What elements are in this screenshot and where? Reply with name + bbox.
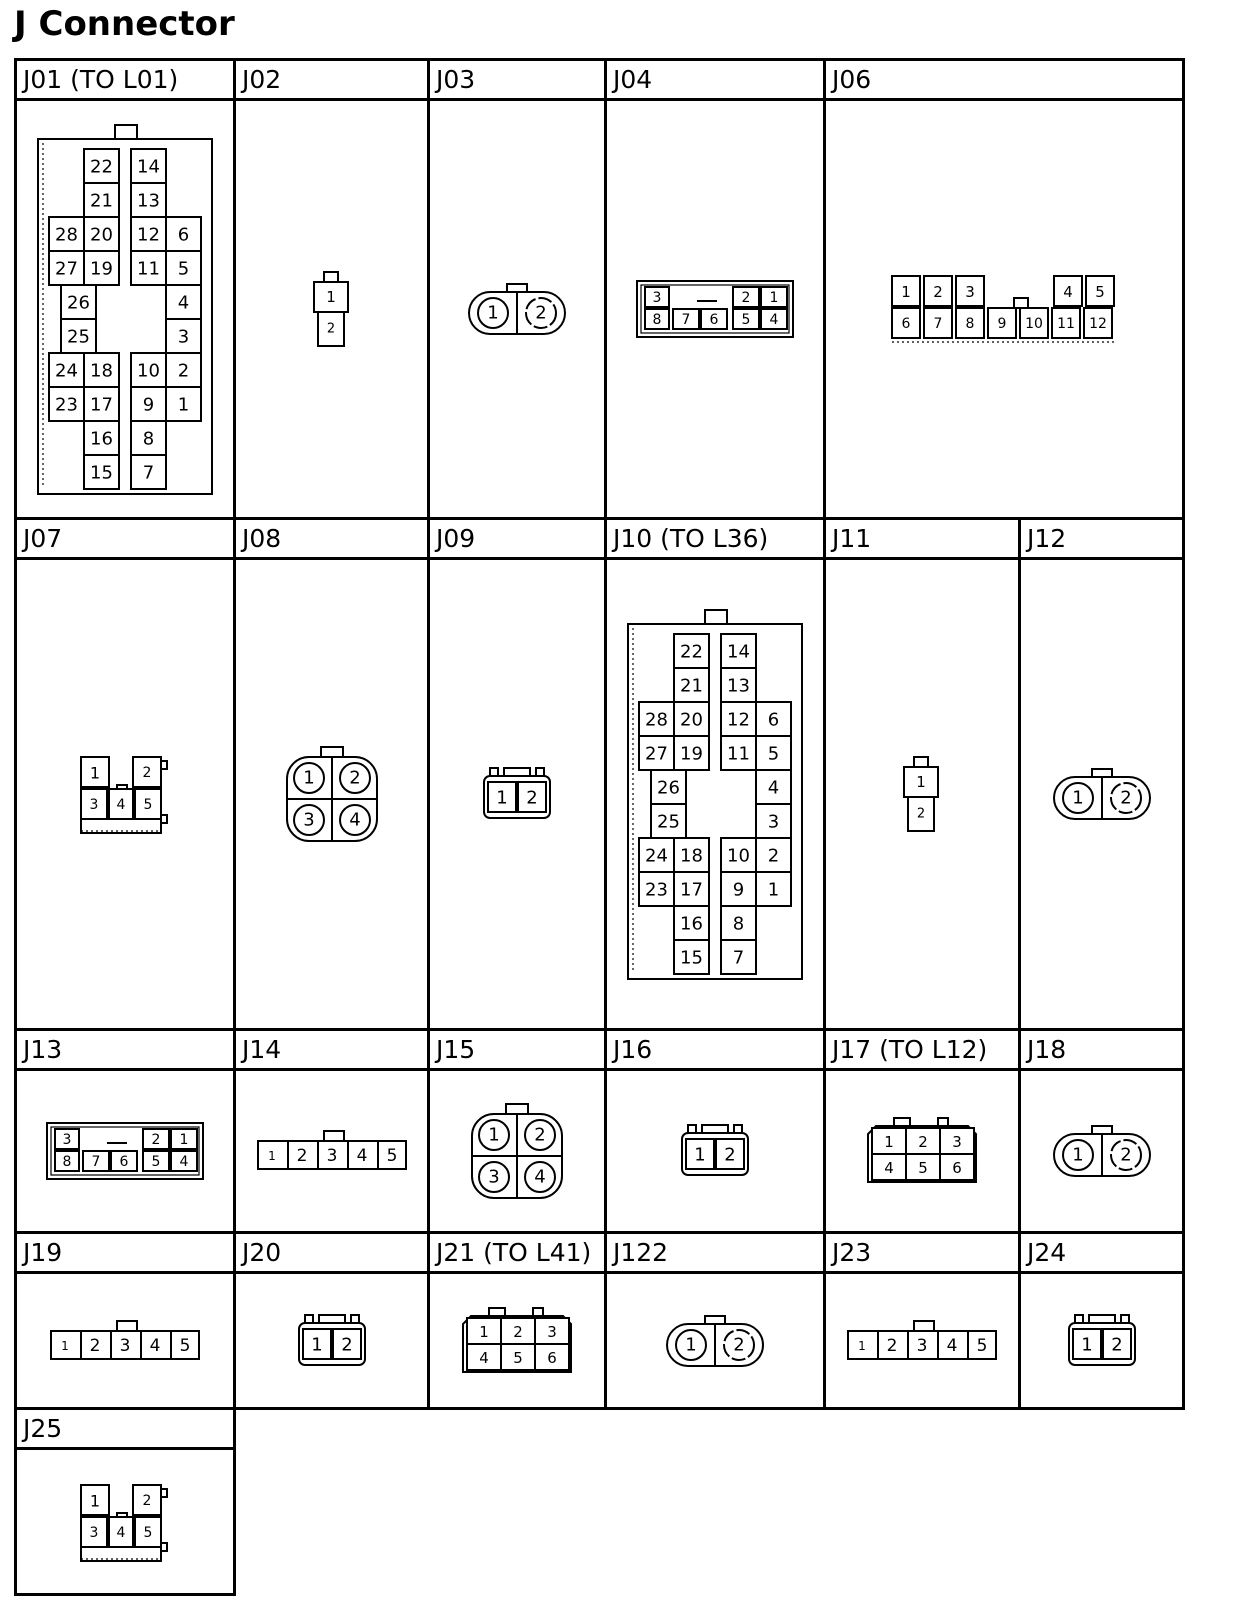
pin-number: 22 (90, 156, 113, 178)
pin-number: 19 (90, 258, 113, 280)
connector-label: J06 (826, 61, 1182, 101)
pin-number: 25 (67, 326, 90, 348)
pin-number: 19 (680, 743, 703, 765)
pin-number: 1 (487, 302, 499, 324)
connector-cell-j04 (604, 58, 826, 520)
pin-number: 4 (1063, 283, 1073, 301)
connector-label: J03 (430, 61, 604, 101)
pin-number: 1 (884, 1133, 894, 1151)
pin-number: 6 (119, 1154, 129, 1170)
pin-number: 1 (488, 1124, 500, 1146)
pin-number: 5 (767, 743, 780, 765)
connector-diagram (1065, 1313, 1139, 1369)
connector-label: J08 (236, 520, 427, 560)
connector-label: J24 (1021, 1234, 1182, 1274)
pin-number: 2 (177, 360, 190, 382)
connector-label: J16 (607, 1031, 823, 1071)
connector-cell-j17 (823, 1028, 1021, 1234)
pin-number: 11 (137, 258, 160, 280)
pin-number: 1 (310, 1334, 323, 1355)
connector-cell-j21 (427, 1231, 607, 1410)
pin-number: 2 (916, 806, 926, 822)
pin-number: 1 (302, 767, 315, 789)
pin-number: 15 (90, 462, 113, 484)
connector-label: J19 (17, 1234, 233, 1274)
pin-number: 2 (89, 1335, 101, 1356)
pin-number: 8 (732, 913, 745, 935)
pin-number: 5 (151, 1154, 161, 1170)
connector-cell-j13 (14, 1028, 236, 1234)
pin-number: 4 (356, 1146, 367, 1166)
connector-diagram (890, 272, 1118, 346)
pin-number: 1 (479, 1322, 489, 1341)
pin-number: 2 (534, 1124, 546, 1146)
pin-number: 4 (116, 1524, 126, 1541)
pin-number: 10 (1025, 316, 1043, 332)
connector-diagram (285, 745, 379, 843)
connector-cell-j20 (233, 1231, 430, 1410)
pin-number: 28 (55, 224, 78, 246)
pin-number: 5 (976, 1335, 988, 1356)
pin-number: 27 (55, 258, 78, 280)
connector-label: J07 (17, 520, 233, 560)
pin-number: 1 (769, 290, 779, 306)
pin-number: 18 (90, 360, 113, 382)
pin-number: 12 (1089, 316, 1107, 332)
pin-number: 1 (1071, 787, 1084, 809)
pin-number: 23 (55, 394, 78, 416)
pin-number: 2 (326, 321, 335, 337)
connector-label: J15 (430, 1031, 604, 1071)
connector-cell-j23 (823, 1231, 1021, 1410)
connector-label: J25 (17, 1410, 233, 1450)
connector-diagram (846, 1319, 998, 1363)
pin-number: 2 (348, 767, 361, 789)
pin-number: 21 (680, 675, 703, 697)
pin-number: 5 (143, 797, 153, 813)
page-title: J Connector (14, 4, 235, 44)
connector-diagram (1052, 1124, 1152, 1178)
connector-cell-j12 (1018, 517, 1185, 1031)
pin-number: 14 (727, 641, 750, 663)
pin-number: 4 (177, 292, 190, 314)
pin-number: 1 (89, 1491, 101, 1510)
pin-number: 24 (645, 845, 668, 867)
pin-number: 9 (142, 394, 155, 416)
pin-number: 2 (142, 1492, 152, 1509)
pin-number: 1 (267, 1149, 276, 1163)
pin-number: 3 (547, 1322, 557, 1341)
connector-label: J12 (1021, 520, 1182, 560)
pin-number: 3 (488, 1166, 500, 1188)
pin-number: 8 (965, 316, 975, 332)
pin-number: 26 (657, 777, 680, 799)
pin-number: 7 (933, 316, 943, 332)
pin-number: 1 (177, 394, 190, 416)
pin-number: 6 (177, 224, 190, 246)
connector-label: J11 (826, 520, 1018, 560)
pin-number: 4 (179, 1154, 189, 1170)
pin-number: 13 (137, 190, 160, 212)
pin-number: 15 (680, 947, 703, 969)
pin-number: 4 (769, 312, 779, 328)
connector-diagram (1052, 767, 1152, 821)
connector-label: J18 (1021, 1031, 1182, 1071)
pin-number: 4 (149, 1335, 161, 1356)
connector-diagram (256, 1129, 408, 1173)
pin-number: 3 (62, 1132, 72, 1148)
connector-label: J21 (TO L41) (430, 1234, 604, 1274)
connector-diagram (49, 1319, 201, 1363)
connector-cell-j07 (14, 517, 236, 1031)
pin-number: 2 (918, 1133, 928, 1151)
connector-cell-j122 (604, 1231, 826, 1410)
pin-number: 16 (680, 913, 703, 935)
pin-number: 3 (326, 1146, 337, 1166)
pin-number: 3 (652, 290, 662, 306)
pin-number: 4 (116, 797, 126, 813)
pin-number: 2 (1119, 1144, 1132, 1166)
pin-number: 3 (177, 326, 190, 348)
pin-number: 25 (657, 811, 680, 833)
pin-number: 5 (143, 1524, 153, 1541)
pin-number: 9 (732, 879, 745, 901)
pin-number: 3 (302, 809, 315, 831)
pin-number: 6 (709, 312, 719, 328)
pin-number: 3 (952, 1133, 962, 1151)
connector-diagram (295, 1313, 369, 1369)
connector-diagram (467, 282, 567, 336)
connector-label: J13 (17, 1031, 233, 1071)
pin-number: 7 (732, 947, 745, 969)
connector-label: J23 (826, 1234, 1018, 1274)
pin-number: 17 (680, 879, 703, 901)
connector-cell-j01 (14, 58, 236, 520)
pin-number: 8 (652, 312, 662, 328)
pin-number: 2 (340, 1334, 353, 1355)
pin-number: 1 (179, 1132, 189, 1148)
connector-cell-j06 (823, 58, 1185, 520)
connector-diagram (312, 270, 352, 348)
pin-number: 18 (680, 845, 703, 867)
connector-label: J122 (607, 1234, 823, 1274)
pin-number: 4 (946, 1335, 958, 1356)
connector-diagram (678, 1123, 752, 1179)
pin-number: 2 (1110, 1334, 1123, 1355)
pin-number: 1 (694, 1144, 706, 1166)
connector-diagram (45, 1121, 205, 1181)
connector-diagram (665, 1314, 765, 1368)
connector-cell-j14 (233, 1028, 430, 1234)
pin-number: 5 (1095, 283, 1105, 301)
connector-cell-j25 (14, 1407, 236, 1596)
pin-number: 2 (733, 1334, 745, 1355)
pin-number: 12 (727, 709, 750, 731)
pin-number: 6 (952, 1159, 962, 1177)
pin-number: 24 (55, 360, 78, 382)
connector-diagram (77, 1481, 173, 1563)
pin-number: 4 (884, 1159, 894, 1177)
connector-cell-j09 (427, 517, 607, 1031)
pin-number: 2 (724, 1144, 736, 1166)
pin-number: 2 (933, 283, 943, 301)
pin-number: 17 (90, 394, 113, 416)
connector-cell-j02 (233, 58, 430, 520)
pin-number: 1 (767, 879, 780, 901)
pin-number: 6 (547, 1348, 557, 1367)
pin-number: 7 (681, 312, 691, 328)
pin-number: 12 (137, 224, 160, 246)
pin-number: 1 (496, 787, 508, 809)
pin-number: 1 (325, 288, 336, 306)
pin-number: 21 (90, 190, 113, 212)
pin-number: 2 (296, 1146, 307, 1166)
pin-number: 13 (727, 675, 750, 697)
pin-number: 6 (767, 709, 780, 731)
connector-diagram (77, 753, 173, 835)
connector-label: J01 (TO L01) (17, 61, 233, 101)
pin-number: 20 (90, 224, 113, 246)
connector-diagram (459, 1306, 575, 1376)
pin-number: 10 (137, 360, 160, 382)
pin-number: 4 (348, 809, 361, 831)
pin-number: 1 (916, 773, 926, 791)
pin-number: 11 (727, 743, 750, 765)
pin-number: 1 (89, 763, 101, 783)
pin-number: 3 (916, 1335, 928, 1356)
connector-cell-j16 (604, 1028, 826, 1234)
pin-number: 28 (645, 709, 668, 731)
pin-number: 6 (901, 316, 911, 332)
pin-number: 1 (1080, 1334, 1093, 1355)
pin-number: 2 (526, 787, 538, 809)
pin-number: 2 (151, 1132, 161, 1148)
pin-number: 23 (645, 879, 668, 901)
connector-diagram (902, 755, 942, 833)
pin-number: 5 (179, 1335, 191, 1356)
pin-number: 20 (680, 709, 703, 731)
pin-number: 7 (91, 1154, 101, 1170)
pin-number: 1 (901, 283, 911, 301)
connector-label: J09 (430, 520, 604, 560)
pin-number: 5 (741, 312, 751, 328)
pin-number: 1 (685, 1334, 697, 1355)
pin-number: 22 (680, 641, 703, 663)
connector-diagram (635, 279, 795, 339)
connector-cell-j11 (823, 517, 1021, 1031)
pin-number: 3 (767, 811, 780, 833)
pin-number: 4 (534, 1166, 546, 1188)
pin-number: 16 (90, 428, 113, 450)
connector-label: J17 (TO L12) (826, 1031, 1018, 1071)
connector-cell-j10 (604, 517, 826, 1031)
pin-number: 9 (997, 316, 1007, 332)
pin-number: 3 (89, 797, 99, 813)
pin-number: 2 (142, 765, 152, 781)
pin-number: 8 (142, 428, 155, 450)
pin-number: 1 (61, 1338, 69, 1353)
connector-cell-j08 (233, 517, 430, 1031)
pin-number: 2 (513, 1322, 523, 1341)
connector-label: J02 (236, 61, 427, 101)
connector-diagram (37, 123, 213, 495)
pin-number: 2 (767, 845, 780, 867)
pin-number: 11 (1057, 316, 1075, 332)
connector-label: J04 (607, 61, 823, 101)
connector-label: J20 (236, 1234, 427, 1274)
pin-number: 4 (479, 1348, 489, 1367)
connector-diagram (864, 1116, 980, 1186)
pin-number: 14 (137, 156, 160, 178)
connector-label: J14 (236, 1031, 427, 1071)
connector-cell-j19 (14, 1231, 236, 1410)
pin-number: 3 (119, 1335, 131, 1356)
pin-number: 10 (727, 845, 750, 867)
connector-label: J10 (TO L36) (607, 520, 823, 560)
pin-number: 27 (645, 743, 668, 765)
connector-cell-j24 (1018, 1231, 1185, 1410)
pin-number: 2 (535, 302, 547, 324)
pin-number: 2 (886, 1335, 898, 1356)
pin-number: 1 (858, 1338, 866, 1353)
pin-number: 8 (62, 1154, 72, 1170)
connector-cell-j15 (427, 1028, 607, 1234)
connector-cell-j03 (427, 58, 607, 520)
connector-cell-j18 (1018, 1028, 1185, 1234)
pin-number: 3 (89, 1524, 99, 1541)
pin-number: 7 (142, 462, 155, 484)
pin-number: 4 (767, 777, 780, 799)
pin-number: 1 (1071, 1144, 1084, 1166)
pin-number: 5 (513, 1348, 523, 1367)
pin-number: 3 (965, 283, 975, 301)
pin-number: 2 (1119, 787, 1132, 809)
pin-number: 5 (918, 1159, 928, 1177)
pin-number: 26 (67, 292, 90, 314)
pin-number: 5 (177, 258, 190, 280)
connector-diagram (627, 608, 803, 980)
connector-diagram (480, 766, 554, 822)
pin-number: 5 (386, 1146, 397, 1166)
connector-diagram (470, 1102, 564, 1200)
pin-number: 2 (741, 290, 751, 306)
